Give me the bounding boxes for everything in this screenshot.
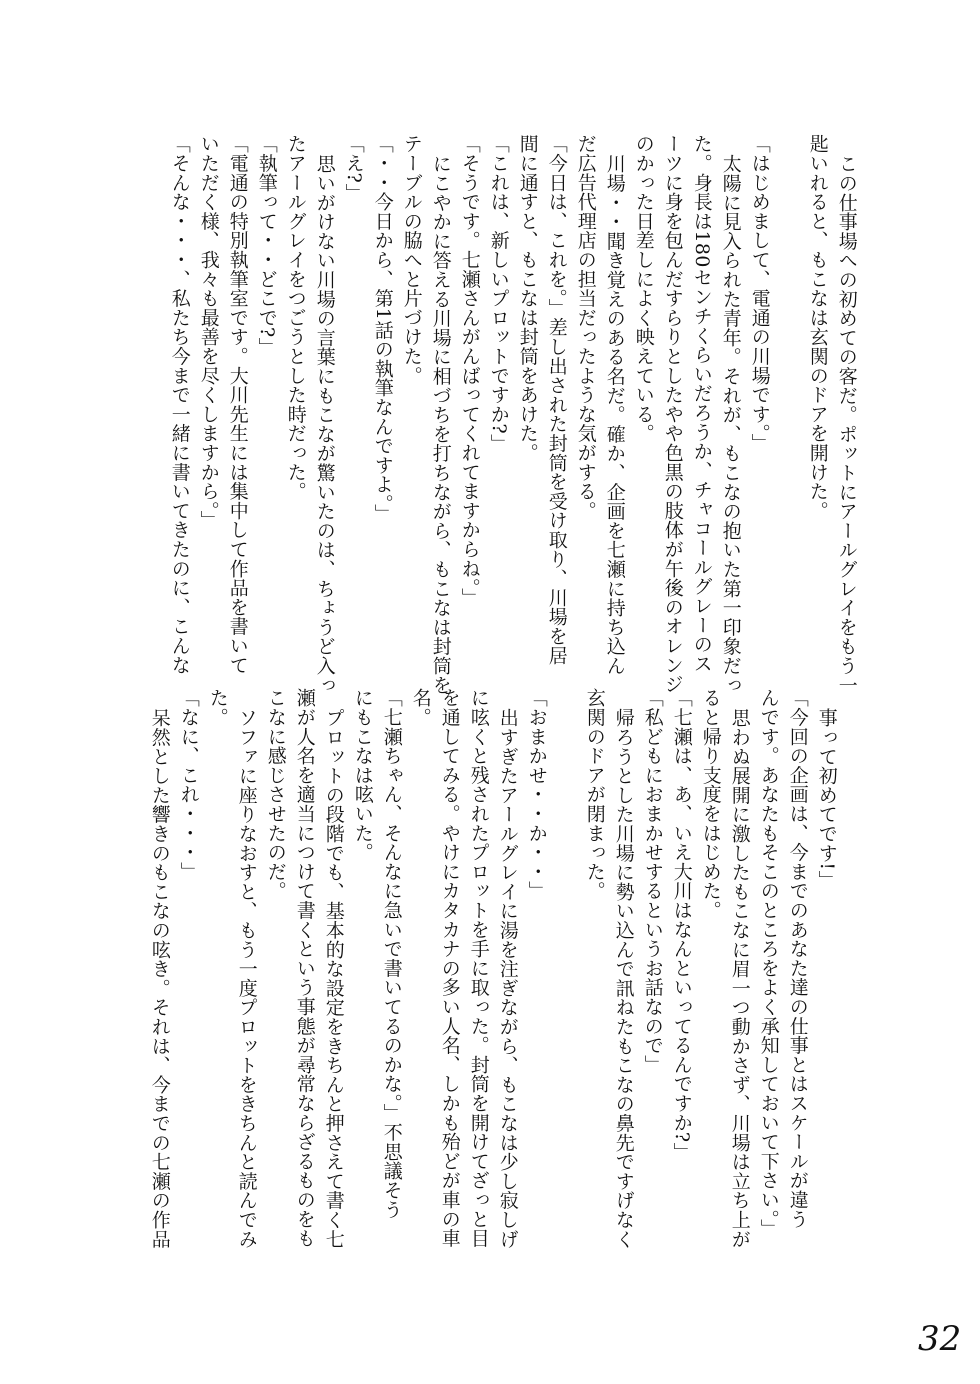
text-column: 出すぎたアールグレイに湯を注ぎながら、もこなは少し寂しげ: [496, 708, 519, 1249]
text-column: 「おまかせ・・か・・」: [525, 688, 548, 901]
text-column: 「電通の特別執筆室です。大川先生には集中して作品を書いて: [226, 134, 249, 675]
text-column: 太陽に見入られた青年。それが、もこなの抱いた第一印象だっ: [719, 154, 742, 695]
text-column: にこやかに答える川場に相づちを打ちながら、もこなは封筒を: [429, 154, 452, 695]
text-column: に呟くと残されたプロットを手に取った。封筒を開けてざっと目: [467, 688, 490, 1248]
text-column: 瀬が人名を適当につけて書くという事態が尋常ならざるものをも: [293, 688, 316, 1248]
text-column: 名。: [409, 688, 432, 727]
text-column: んです。あなたもそこのところをよく承知しておいて下さい。」: [757, 688, 780, 1239]
text-column: 匙いれると、もこなは玄関のドアを開けた。: [806, 134, 829, 520]
text-column: 思わぬ展開に激したもこなに眉一つ動かさず、川場は立ち上が: [728, 708, 751, 1249]
text-column: ると帰り支度をはじめた。: [699, 688, 722, 920]
text-column: のかった日差しによく映えている。: [632, 134, 655, 443]
text-column: 川場・・聞き覚えのある名だ。確か、企画を七瀬に持ち込ん: [603, 154, 626, 676]
text-column: いただく様、我々も最善を尽くしますから。」: [197, 134, 220, 530]
text-column: 「そうです。七瀬さんがんばってくれてますからね。」: [458, 134, 481, 607]
text-column: 「そんな・・・、私たち今まで一緒に書いてきたのに、こんな: [168, 134, 191, 675]
text-column: こなに感じさせたのだ。: [264, 688, 287, 901]
text-column: 「なに、これ・・・」: [177, 688, 200, 881]
text-column: を通してみる。やけにカタカナの多い人名、しかも殆どが車の車: [438, 688, 461, 1248]
text-column: ソファに座りなおすと、もう一度プロットをきちんと読んでみ: [235, 708, 258, 1249]
text-column: 「七瀬ちゃん、そんなに急いで書いてるのかな。」不思議そう: [380, 688, 403, 1219]
text-column: 「え?」: [342, 134, 365, 203]
page-number: 32: [918, 1319, 962, 1359]
text-column: 呆然とした響きのもこなの呟き。それは、今までの七瀬の作品: [148, 708, 171, 1249]
text-column: 「私どもにおまかせするというお話なので」: [641, 688, 664, 1074]
text-column: 「これは、新しいプロットですか?」: [487, 134, 510, 454]
text-column: た。身長は180センチくらいだろうか、チャコールグレーのス: [690, 134, 713, 673]
text-column: 「七瀬は、あ、いえ大川はなんといってるんですか?」: [670, 688, 693, 1162]
text-column: にもこなは呟いた。: [351, 688, 374, 862]
text-column: 「はじめまして、電通の川場です。」: [748, 134, 771, 453]
text-column: 「執筆って・・どこで?」: [255, 134, 278, 357]
text-column: 玄関のドアが閉まった。: [583, 688, 606, 901]
text-column: 「・・今日から、第1話の執筆なんですよ。」: [371, 134, 394, 523]
text-column: プロットの段階でも、基本的な設定をきちんと押さえて書く七: [322, 708, 345, 1249]
text-column: だ広告代理店の担当だったような気がする。: [574, 134, 597, 520]
text-column: 事って初めてです!」: [815, 708, 838, 890]
text-column: ーツに身を包んだすらりとしたやや色黒の肢体が午後のオレンジ: [661, 134, 684, 694]
text-column: 思いがけない川場の言葉にもこなが驚いたのは、ちょうど入っ: [313, 154, 336, 695]
text-column: この仕事場への初めての客だ。ポットにアールグレイをもう一: [835, 154, 858, 695]
text-column: テーブルの脇へと片づけた。: [400, 134, 423, 385]
text-column: 「今日は、これを。」差し出された封筒を受け取り、川場を居: [545, 134, 568, 665]
text-column: たアールグレイをつごうとした時だった。: [284, 134, 307, 501]
text-column: 「今回の企画は、今までのあなた達の仕事とはスケールが違う: [786, 688, 809, 1229]
text-column: 間に通すと、もこなは封筒をあけた。: [516, 134, 539, 463]
text-column: た。: [206, 688, 229, 727]
text-column: 帰ろうとした川場に勢い込んで訊ねたもこなの鼻先ですげなく: [612, 708, 635, 1249]
